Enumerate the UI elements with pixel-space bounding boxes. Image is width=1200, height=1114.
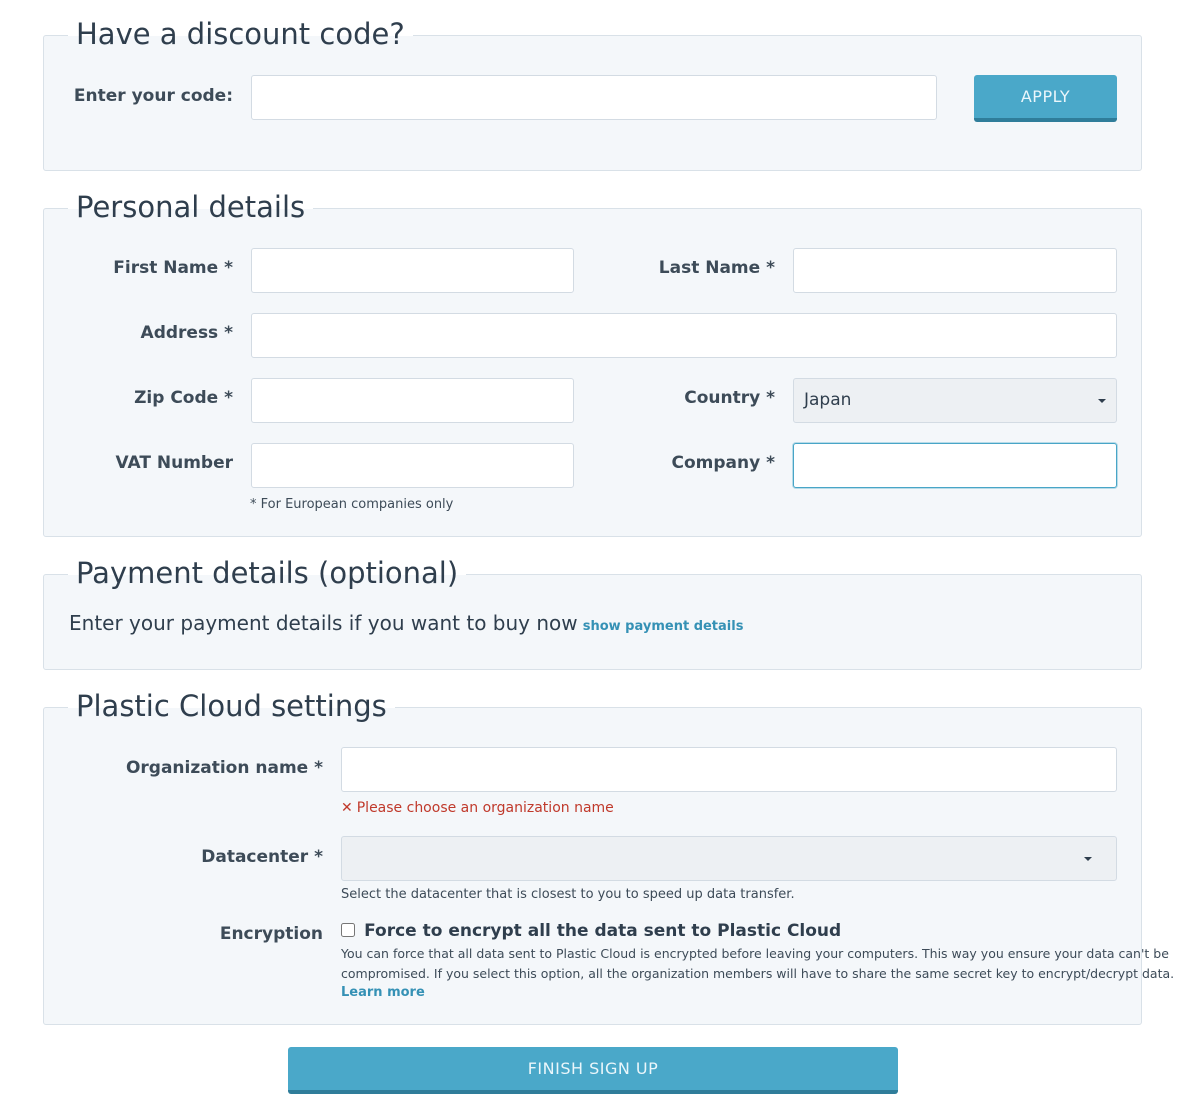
code-label: Enter your code: [73,86,233,106]
encryption-row [341,921,841,941]
company-label: Company * [671,453,775,473]
vat-hint: * For European companies only [250,497,454,512]
address-input[interactable] [251,313,1117,358]
error-x-icon: ✕ [341,800,353,816]
apply-button[interactable]: APPLY [974,75,1117,122]
address-label: Address * [140,323,233,343]
discount-legend: Have a discount code? [68,14,413,54]
org-error [341,800,614,816]
company-input[interactable] [793,443,1117,488]
encryption-desc-line-2: compromised. If you select this option, all the organization members will have to share the same secret key to encrypt/decrypt data. [341,966,1175,981]
organization-name-label: Organization name * [125,758,323,778]
encryption-desc-line-1: You can force that all data sent to Plastic Cloud is encrypted before leaving your computers. This way you ensure your data can't be [341,946,1169,961]
encryption-checkbox[interactable] [341,923,355,937]
country-label: Country * [684,388,775,408]
last-name-input[interactable] [793,248,1117,293]
encryption-label: Encryption [219,924,323,944]
personal-details-section [43,190,1142,537]
last-name-label: Last Name * [658,258,775,278]
datacenter-hint: Select the datacenter that is closest to you to speed up data transfer. [341,887,795,902]
vat-number-label: VAT Number [115,453,233,473]
datacenter-select[interactable] [341,836,1117,881]
payment-text: Enter your payment details if you want to buy now [69,611,578,635]
learn-more-link[interactable]: Learn more [341,985,425,1000]
discount-code-input[interactable] [251,75,937,120]
vat-number-input[interactable] [251,443,574,488]
personal-legend: Personal details [68,187,313,227]
show-payment-details-link[interactable]: show payment details [582,619,744,634]
zip-code-input[interactable] [251,378,574,423]
discount-section [43,17,1142,171]
finish-sign-up-button[interactable]: FINISH SIGN UP [288,1047,898,1094]
encryption-checkbox-label[interactable]: Force to encrypt all the data sent to Plastic Cloud [364,921,842,941]
datacenter-label: Datacenter * [201,847,323,867]
first-name-label: First Name * [113,258,233,278]
country-value: Japan [804,390,852,410]
first-name-input[interactable] [251,248,574,293]
chevron-down-icon [1098,399,1106,403]
payment-text-row [69,611,743,635]
cloud-settings-section [43,689,1175,1025]
payment-legend: Payment details (optional) [68,553,466,593]
country-select[interactable] [793,378,1117,423]
organization-name-input[interactable] [341,747,1117,792]
cloud-legend: Plastic Cloud settings [68,686,395,726]
payment-details-section [43,556,1142,670]
org-error-text: Please choose an organization name [356,800,614,816]
zip-code-label: Zip Code * [134,388,233,408]
chevron-down-icon [1084,857,1092,861]
